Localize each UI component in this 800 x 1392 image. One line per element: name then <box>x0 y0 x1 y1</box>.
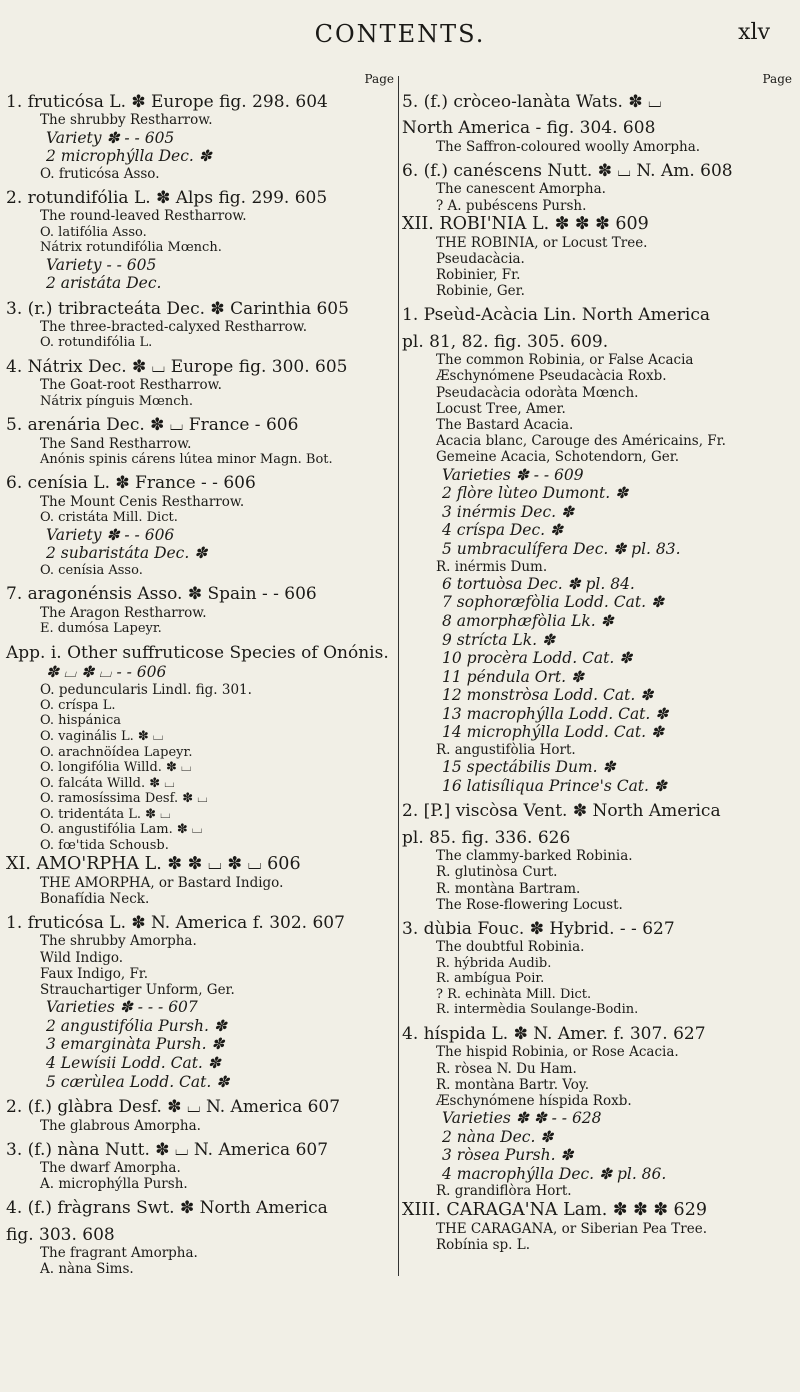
synonym-line: Robínia sp. L. <box>436 1236 531 1253</box>
variety-line: 5 cærùlea Lodd. Cat. ✽ <box>46 1072 230 1091</box>
synonym-line: O. vaginális L. ✽ ⌴ <box>40 728 164 744</box>
synonym-line: R. montàna Bartr. Voy. <box>436 1076 590 1093</box>
species-entry: 1. fruticósa L. ✽ Europe fig. 298. 604 <box>6 92 328 112</box>
synonym-line: The Rose-flowering Locust. <box>436 896 623 913</box>
synonym-line: E. dumósa Lapeyr. <box>40 620 162 636</box>
species-entry: App. i. Other suffruticose Species of Onónis. <box>6 642 389 663</box>
species-entry: pl. 81, 82. fig. 305. 609. <box>402 331 609 352</box>
species-entry: 6. (f.) canéscens Nutt. ✽ ⌴ N. Am. 608 <box>402 160 733 181</box>
synonym-line: O. críspa L. <box>40 697 116 713</box>
left-column <box>6 72 396 1278</box>
right-page-label: Page <box>762 72 792 86</box>
synonym-line: Strauchartiger Unform, Ger. <box>40 981 235 998</box>
synonym-line: Pseudacàcia. <box>436 250 525 267</box>
variety-line: 2 subaristáta Dec. ✽ <box>46 544 208 563</box>
synonym-line: The shrubby Restharrow. <box>40 112 213 129</box>
synonym-line: O. arachnöídea Lapeyr. <box>40 744 193 760</box>
synonym-line: O. angustifólia Lam. ✽ ⌴ <box>40 822 203 838</box>
synonym-line: R. ambígua Poir. <box>436 971 545 987</box>
species-entry: 2. [P.] viscòsa Vent. ✽ North America <box>402 801 721 822</box>
species-entry: 4. (f.) fràgrans Swt. ✽ North America <box>6 1198 328 1219</box>
species-entry: 1. fruticósa L. ✽ N. America f. 302. 607 <box>6 913 345 934</box>
variety-line: 12 monstròsa Lodd. Cat. ✽ <box>442 686 654 705</box>
synonym-line: O. rotundifólia L. <box>40 335 153 351</box>
species-entry: 3. dùbia Fouc. ✽ Hybrid. - - 627 <box>402 918 675 939</box>
synonym-line: Bonafídia Neck. <box>40 890 150 907</box>
synonym-line: ? A. pubéscens Pursh. <box>436 197 587 214</box>
synonym-line: R. montàna Bartram. <box>436 880 581 897</box>
synonym-line: THE CARAGANA, or Siberian Pea Tree. <box>436 1220 708 1237</box>
synonym-line: The round-leaved Restharrow. <box>40 208 247 225</box>
synonym-line: O. cenísia Asso. <box>40 562 143 578</box>
synonym-line: R. glutinòsa Curt. <box>436 864 558 881</box>
running-header <box>0 18 800 58</box>
variety-line: 2 nàna Dec. ✽ <box>442 1127 554 1146</box>
synonym-line: The hispid Robinia, or Rose Acacia. <box>436 1044 679 1061</box>
species-entry: 5. arenária Dec. ✽ ⌴ France - 606 <box>6 415 299 436</box>
species-entry: 4. Nátrix Dec. ✽ ⌴ Europe fig. 300. 605 <box>6 357 348 378</box>
species-entry: 2. rotundifólia L. ✽ Alps fig. 299. 605 <box>6 187 328 208</box>
variety-line: 3 ròsea Pursh. ✽ <box>442 1146 574 1165</box>
synonym-line: The shrubby Amorpha. <box>40 933 197 950</box>
synonym-line: Gemeine Acacia, Schotendorn, Ger. <box>436 449 679 466</box>
synonym-line: The doubtful Robinia. <box>436 939 585 956</box>
right-entries <box>402 92 794 1253</box>
variety-line: 15 spectábilis Dum. ✽ <box>442 758 616 777</box>
synonym-line: The Goat-root Restharrow. <box>40 377 222 394</box>
variety-line: 4 macrophýlla Dec. ✽ pl. 86. <box>442 1164 667 1183</box>
variety-line: 9 strícta Lk. ✽ <box>442 630 555 649</box>
synonym-line: O. tridentáta L. ✽ ⌴ <box>40 806 171 822</box>
synonym-line: O. peduncularis Lindl. fig. 301. <box>40 681 252 698</box>
variety-line: 2 microphýlla Dec. ✽ <box>46 147 212 166</box>
synonym-line: The Mount Cenis Restharrow. <box>40 493 245 510</box>
synonym-line: The Aragon Restharrow. <box>40 604 207 621</box>
synonym-line: O. longifólia Willd. ✽ ⌴ <box>40 760 192 776</box>
synonym-line: The Saffron-coloured woolly Amorpha. <box>436 138 701 155</box>
synonym-line: R. ròsea N. Du Ham. <box>436 1060 577 1077</box>
synonym-line: THE AMORPHA, or Bastard Indigo. <box>40 874 284 891</box>
right-column <box>402 72 794 1253</box>
variety-line: 5 umbraculífera Dec. ✽ pl. 83. <box>442 539 681 558</box>
left-page-label: Page <box>364 72 394 86</box>
variety-line: Variety ✽ - - 606 <box>46 525 175 544</box>
synonym-line: The glabrous Amorpha. <box>40 1117 201 1134</box>
variety-line: 8 amorphæfòlia Lk. ✽ <box>442 611 614 630</box>
variety-line: 4 críspa Dec. ✽ <box>442 521 564 540</box>
variety-line: Varieties ✽ - - - 607 <box>46 998 198 1017</box>
variety-line: 4 Lewísii Lodd. Cat. ✽ <box>46 1053 221 1072</box>
synonym-line: Nátrix rotundifólia Mœnch. <box>40 240 222 256</box>
left-entries <box>6 92 396 1278</box>
synonym-line: THE ROBINIA, or Locust Tree. <box>436 234 648 251</box>
synonym-line: Anónis spinis cárens lútea minor Magn. Bot. <box>40 451 333 467</box>
synonym-line: O. falcáta Willd. ✽ ⌴ <box>40 775 175 791</box>
species-entry: fig. 303. 608 <box>6 1224 115 1245</box>
page-number: xlv <box>738 20 770 45</box>
species-entry: 2. (f.) glàbra Desf. ✽ ⌴ N. America 607 <box>6 1097 341 1118</box>
synonym-line: R. intermèdia Soulange-Bodin. <box>436 1002 639 1018</box>
species-entry: 3. (f.) nàna Nutt. ✽ ⌴ N. America 607 <box>6 1139 329 1160</box>
variety-line: Variety - - 605 <box>46 255 157 274</box>
species-entry: North America - fig. 304. 608 <box>402 118 656 139</box>
variety-line: 3 emarginàta Pursh. ✽ <box>46 1035 225 1054</box>
species-entry: 4. híspida L. ✽ N. Amer. f. 307. 627 <box>402 1023 706 1044</box>
variety-line: 6 tortuòsa Dec. ✽ pl. 84. <box>442 574 635 593</box>
synonym-line: Æschynómene Pseudacàcia Roxb. <box>436 368 667 385</box>
variety-line: 14 microphýlla Lodd. Cat. ✽ <box>442 723 664 742</box>
synonym-line: Æschynómene híspida Roxb. <box>436 1092 632 1109</box>
column-divider <box>398 76 399 1276</box>
synonym-line: ? R. echinàta Mill. Dict. <box>436 986 592 1002</box>
genus-heading: XII. ROBI'NIA L. ✽ ✽ ✽ 609 <box>402 213 649 234</box>
variety-line: 3 inérmis Dec. ✽ <box>442 502 574 521</box>
synonym-line: O. latifólia Asso. <box>40 224 147 240</box>
synonym-line: O. fruticósa Asso. <box>40 165 160 182</box>
variety-line: 2 flòre lùteo Dumont. ✽ <box>442 484 629 503</box>
synonym-line: R. inérmis Dum. <box>436 558 548 575</box>
synonym-line: The fragrant Amorpha. <box>40 1245 198 1262</box>
variety-line: 2 aristáta Dec. <box>46 274 162 293</box>
species-entry: 1. Pseùd-Acàcia Lin. North America <box>402 305 710 326</box>
synonym-line: The clammy-barked Robinia. <box>436 848 633 865</box>
synonym-line: A. nàna Sims. <box>40 1261 134 1278</box>
synonym-line: The canescent Amorpha. <box>436 181 606 198</box>
synonym-line: O. hispánica <box>40 713 121 729</box>
synonym-line: The common Robinia, or False Acacia <box>436 352 694 369</box>
synonym-line: The dwarf Amorpha. <box>40 1160 181 1177</box>
synonym-line: The Bastard Acacia. <box>436 417 574 434</box>
species-entry: 5. (f.) cròceo-lanàta Wats. ✽ ⌴ <box>402 92 662 112</box>
variety-line: Variety ✽ - - 605 <box>46 128 175 147</box>
synonym-line: Wild Indigo. <box>40 949 124 966</box>
variety-line: ✽ ⌴ ✽ ⌴ - - 606 <box>46 662 167 681</box>
variety-line: 7 sophoræfòlia Lodd. Cat. ✽ <box>442 593 664 612</box>
synonym-line: Faux Indigo, Fr. <box>40 965 149 982</box>
variety-line: Varieties ✽ ✽ - - 628 <box>442 1109 602 1128</box>
species-entry: 3. (r.) tribracteáta Dec. ✽ Carinthia 605 <box>6 298 349 319</box>
synonym-line: R. angustifòlia Hort. <box>436 742 576 759</box>
variety-line: 2 angustifólia Pursh. ✽ <box>46 1016 227 1035</box>
synonym-line: The Sand Restharrow. <box>40 435 192 452</box>
synonym-line: Pseudacàcia odoràta Mœnch. <box>436 384 639 401</box>
synonym-line: Acacia blanc, Carouge des Américains, Fr. <box>436 433 726 450</box>
synonym-line: Robinier, Fr. <box>436 267 521 284</box>
synonym-line: O. cristáta Mill. Dict. <box>40 510 178 525</box>
synonym-line: Nátrix pínguis Mœnch. <box>40 393 194 409</box>
variety-line: 13 macrophýlla Lodd. Cat. ✽ <box>442 704 669 723</box>
synonym-line: O. ramosíssima Desf. ✽ ⌴ <box>40 791 208 807</box>
synonym-line: A. microphýlla Pursh. <box>40 1176 188 1193</box>
variety-line: 11 péndula Ort. ✽ <box>442 667 584 686</box>
variety-line: 16 latisíliqua Prince's Cat. ✽ <box>442 776 667 795</box>
synonym-line: O. fœ'tida Schousb. <box>40 838 169 854</box>
synonym-line: The three-bracted-calyxed Restharrow. <box>40 319 308 336</box>
synonym-line: R. hýbrida Audib. <box>436 955 552 971</box>
synonym-line: Locust Tree, Amer. <box>436 400 566 417</box>
genus-heading: XIII. CARAGA'NA Lam. ✽ ✽ ✽ 629 <box>402 1199 707 1220</box>
page-title: CONTENTS. <box>314 20 486 48</box>
variety-line: Varieties ✽ - - 609 <box>442 465 584 484</box>
species-entry: 6. cenísia L. ✽ France - - 606 <box>6 473 256 494</box>
synonym-line: Robinie, Ger. <box>436 283 525 300</box>
variety-line: 10 procèra Lodd. Cat. ✽ <box>442 649 633 668</box>
species-entry: 7. aragonénsis Asso. ✽ Spain - - 606 <box>6 584 317 605</box>
genus-heading: XI. AMO'RPHA L. ✽ ✽ ⌴ ✽ ⌴ 606 <box>6 853 301 874</box>
species-entry: pl. 85. fig. 336. 626 <box>402 827 571 848</box>
synonym-line: R. grandiflòra Hort. <box>436 1183 572 1200</box>
